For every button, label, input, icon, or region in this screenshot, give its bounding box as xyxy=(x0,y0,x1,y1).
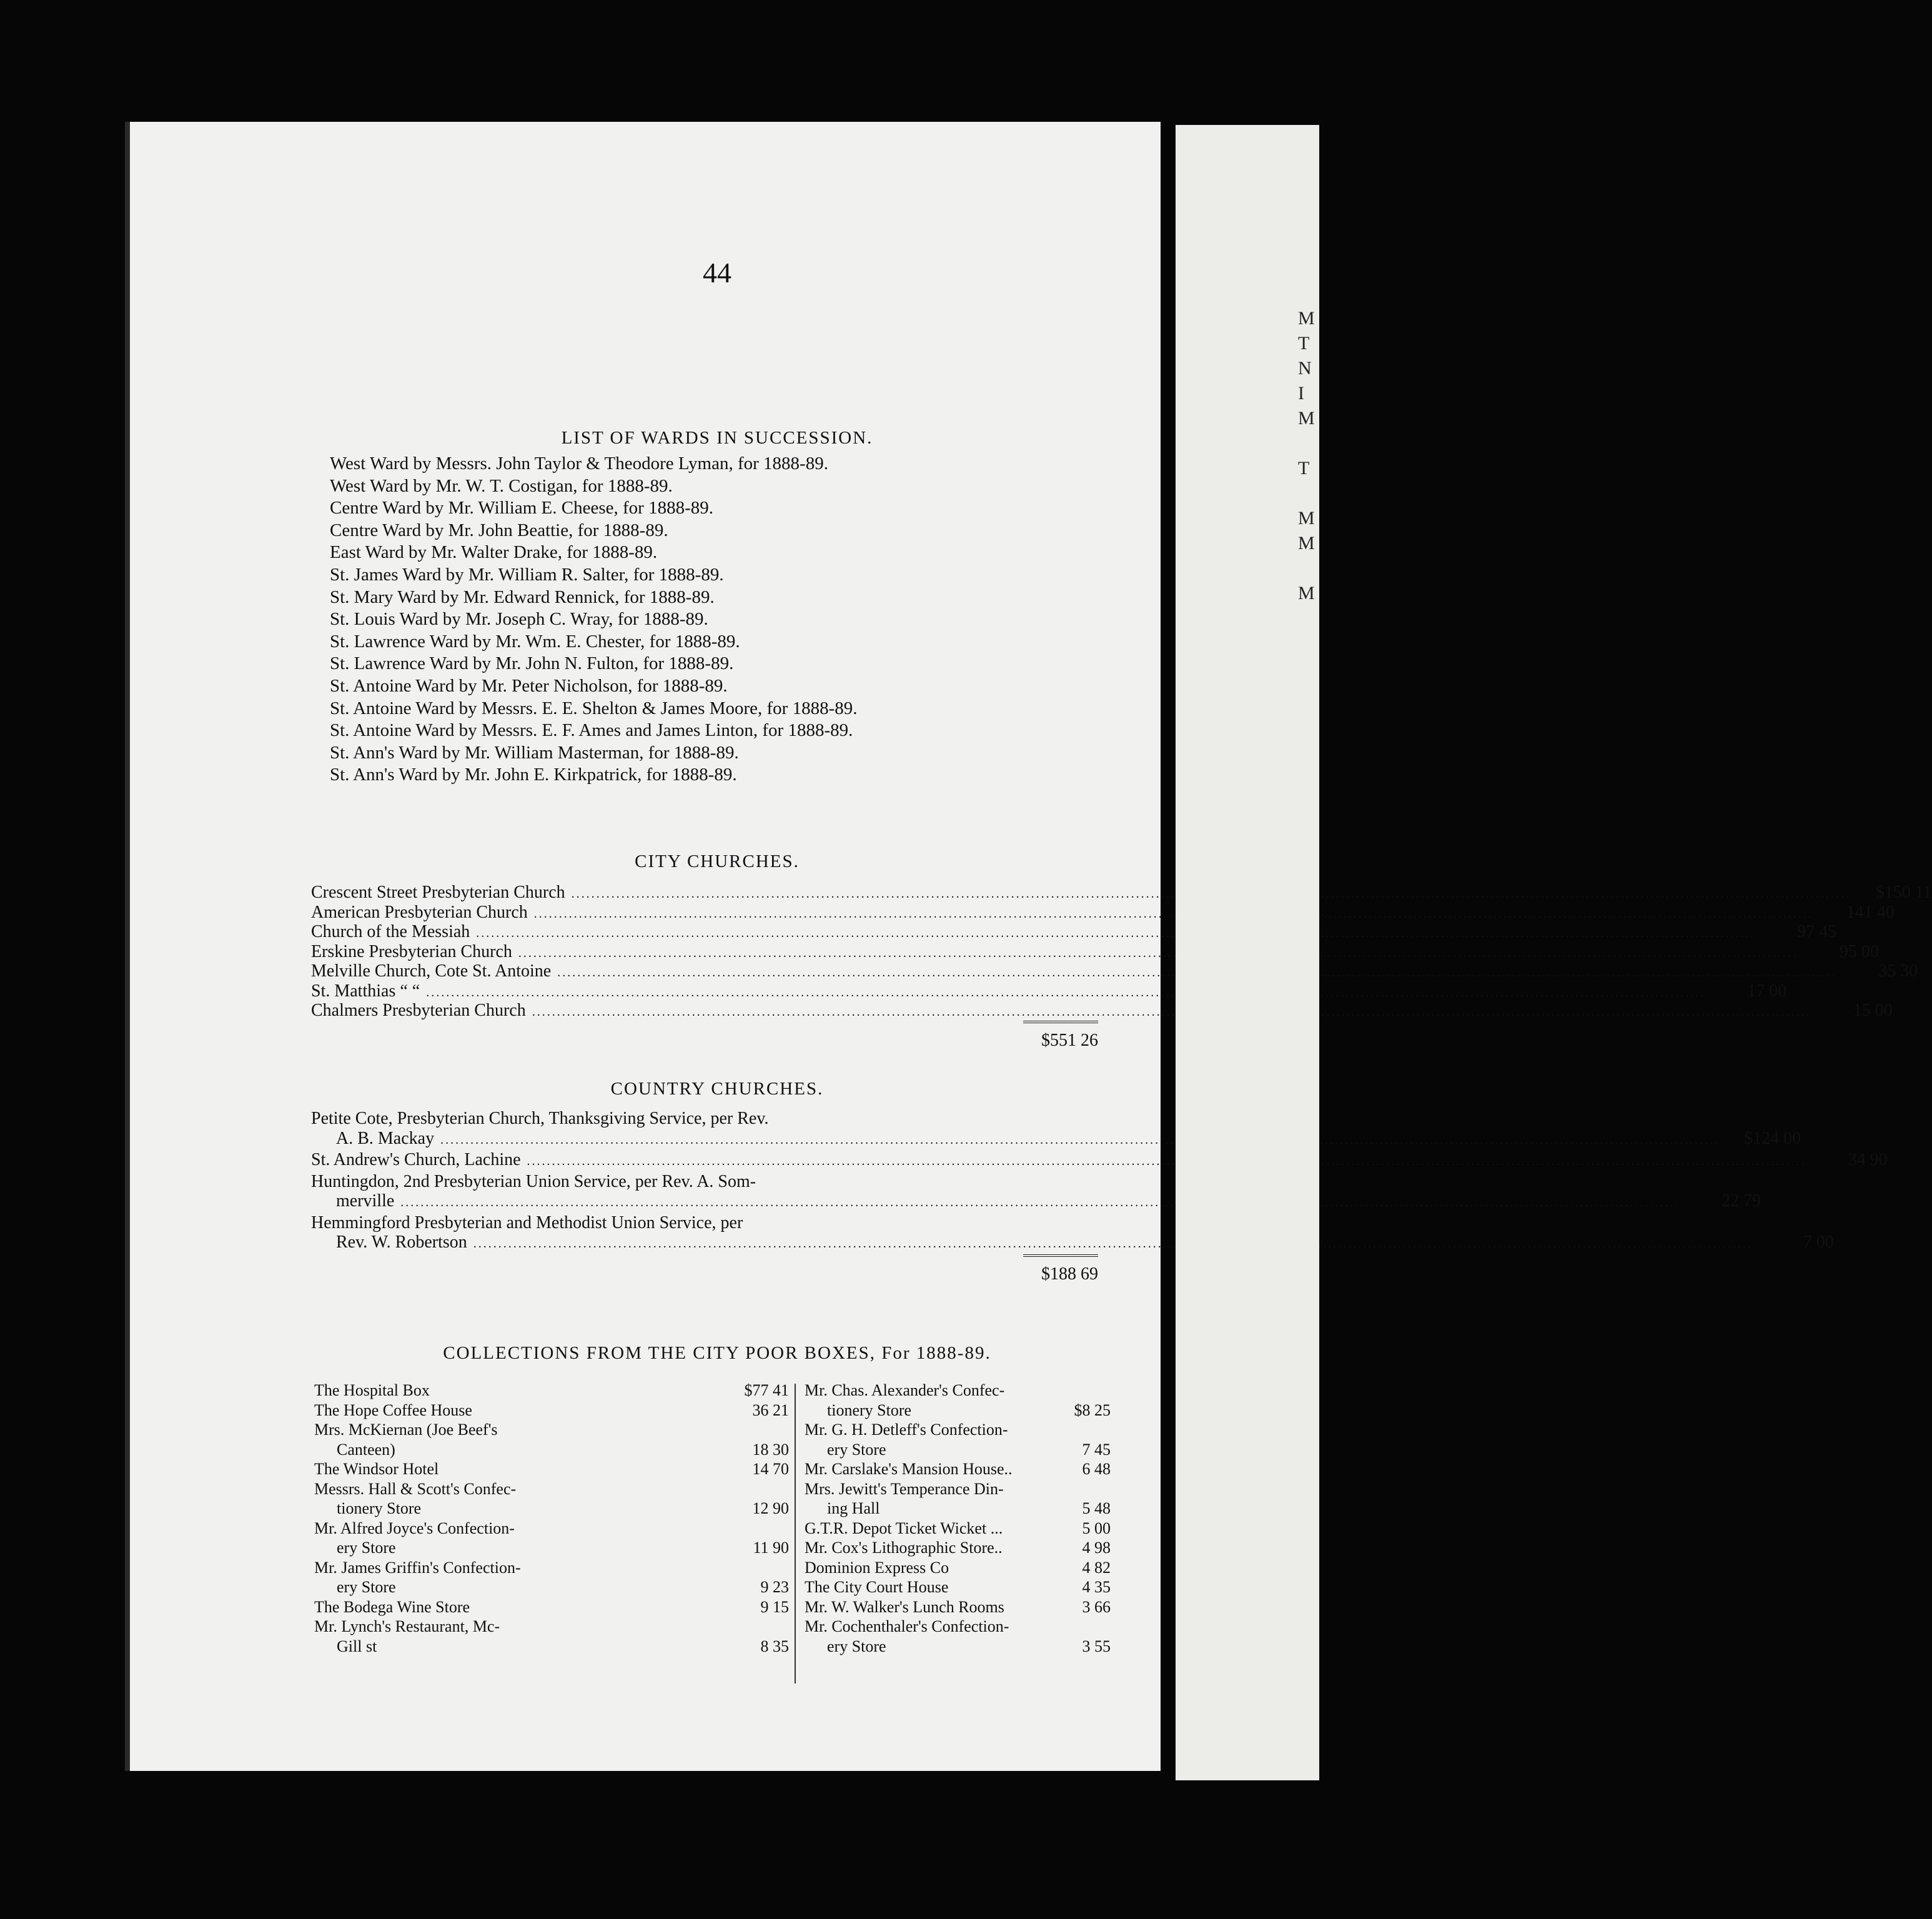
ward-entry: St. Antoine Ward by Messrs. E. F. Ames and James Linton, for 1888-89. xyxy=(330,720,853,741)
wards-title: LIST OF WARDS IN SUCCESSION. xyxy=(561,428,873,448)
ward-list xyxy=(330,453,858,786)
poor-box-line: ery Store xyxy=(827,1440,886,1459)
poor-box-text xyxy=(805,1420,1054,1459)
poor-box-line: Mr. Alfred Joyce's Confection- xyxy=(314,1519,515,1537)
poor-box-text xyxy=(805,1519,1054,1539)
amount: 35 30 xyxy=(1878,961,1918,981)
amount: 9 23 xyxy=(760,1578,789,1596)
country-total: $188 69 xyxy=(1041,1264,1098,1284)
ledger-row xyxy=(311,902,1895,923)
edge-letter: M xyxy=(1298,308,1315,329)
poor-box-line: Mrs. McKiernan (Joe Beef's xyxy=(314,1421,498,1439)
poor-box-entry xyxy=(805,1597,1111,1617)
poor-box-text xyxy=(314,1401,733,1421)
facing-page-letters xyxy=(1298,306,1315,606)
total-rule xyxy=(1023,1021,1098,1026)
church-name: Erskine Presbyterian Church xyxy=(311,941,512,961)
poor-box-entry xyxy=(314,1381,789,1401)
poor-box-line: ing Hall xyxy=(827,1499,880,1517)
church-name: St. Andrew's Church, Lachine xyxy=(311,1150,521,1169)
amount: 5 48 xyxy=(1082,1499,1111,1517)
leader-dots xyxy=(473,1234,1753,1254)
leader-dots xyxy=(400,1193,1680,1213)
church-name: Church of the Messiah xyxy=(311,922,470,941)
edge-letter: I xyxy=(1298,383,1304,404)
edge-letter: M xyxy=(1298,533,1315,553)
poor-box-entry xyxy=(805,1459,1111,1479)
amount: 4 98 xyxy=(1082,1539,1111,1557)
ward-entry: East Ward by Mr. Walter Drake, for 1888-89. xyxy=(330,542,658,563)
poor-boxes-right-column xyxy=(805,1381,1111,1656)
amount: 9 15 xyxy=(760,1597,789,1616)
ledger-row xyxy=(311,961,1918,981)
ledger-row xyxy=(311,941,1879,962)
country-churches-title: COUNTRY CHURCHES. xyxy=(610,1079,824,1099)
amount: 6 48 xyxy=(1082,1460,1111,1478)
poor-box-text xyxy=(805,1479,1054,1519)
ledger-row xyxy=(311,981,1787,1001)
poor-box-entry xyxy=(805,1479,1111,1519)
ward-entry: St. Ann's Ward by Mr. John E. Kirkpatrick, for 1888-89. xyxy=(330,765,737,785)
poor-box-text xyxy=(314,1617,733,1656)
poor-box-entry xyxy=(805,1577,1111,1597)
poor-box-text xyxy=(314,1381,733,1401)
poor-box-text xyxy=(314,1519,733,1558)
church-name: Rev. W. Robertson xyxy=(336,1232,467,1252)
amount: $77 41 xyxy=(744,1381,789,1399)
poor-box-entry xyxy=(805,1381,1111,1420)
poor-box-entry xyxy=(314,1420,789,1459)
amount: 3 55 xyxy=(1082,1637,1111,1655)
entry-line: Petite Cote, Presbyterian Church, Thanksgiving Service, per Rev. xyxy=(311,1109,769,1128)
poor-box-line: Dominion Express Co xyxy=(805,1558,949,1577)
poor-box-line: Mr. Cochenthaler's Confection- xyxy=(805,1617,1009,1635)
poor-box-entry xyxy=(314,1459,789,1479)
amount: 8 35 xyxy=(760,1637,789,1655)
amount: $124 00 xyxy=(1744,1128,1801,1148)
poor-box-entry xyxy=(805,1519,1111,1539)
poor-box-line: Mr. G. H. Detleff's Confection- xyxy=(805,1421,1008,1439)
amount: 7 45 xyxy=(1082,1440,1111,1459)
edge-letter: M xyxy=(1298,583,1315,603)
amount: 36 21 xyxy=(752,1401,789,1419)
ward-entry: St. Mary Ward by Mr. Edward Rennick, for 1888-89. xyxy=(330,587,715,607)
ward-entry: St. Louis Ward by Mr. Joseph C. Wray, for 1888-89. xyxy=(330,609,708,630)
amount: 11 90 xyxy=(753,1539,789,1557)
amount: 14 70 xyxy=(752,1460,789,1478)
total-rule xyxy=(1023,1254,1098,1259)
poor-box-line: The Hope Coffee House xyxy=(314,1401,472,1419)
poor-box-text xyxy=(805,1381,1054,1420)
amount: 34 90 xyxy=(1848,1150,1888,1169)
ward-entry: Centre Ward by Mr. John Beattie, for 1888-89. xyxy=(330,520,668,540)
poor-box-line: G.T.R. Depot Ticket Wicket ... xyxy=(805,1519,1003,1537)
poor-box-line: Mr. Cox's Lithographic Store.. xyxy=(805,1539,1003,1557)
amount: $150 11 xyxy=(1875,883,1932,902)
poor-box-line: ery Store xyxy=(337,1539,396,1557)
ledger-row xyxy=(311,883,1932,903)
poor-box-text xyxy=(805,1617,1054,1656)
poor-box-line: Mr. James Griffin's Confection- xyxy=(314,1558,521,1577)
ward-entry: St. Ann's Ward by Mr. William Masterman, for 1888-89. xyxy=(330,742,739,763)
poor-box-line: ery Store xyxy=(827,1637,886,1655)
amount: 3 66 xyxy=(1082,1597,1111,1616)
leader-dots xyxy=(532,1005,1811,1019)
edge-letter: T xyxy=(1298,458,1310,479)
ward-entry: West Ward by Mr. W. T. Costigan, for 1888-89. xyxy=(330,475,673,496)
church-name: merville xyxy=(336,1191,395,1211)
entry-line: Hemmingford Presbyterian and Methodist Union Service, per xyxy=(311,1212,743,1232)
book-page xyxy=(125,122,1932,1771)
poor-box-entry xyxy=(314,1558,789,1597)
poor-box-entry xyxy=(805,1617,1111,1656)
poor-box-text xyxy=(805,1577,1054,1597)
poor-box-line: The Bodega Wine Store xyxy=(314,1597,470,1616)
poor-box-entry xyxy=(314,1479,789,1519)
poor-box-line: Mr. Carslake's Mansion House.. xyxy=(805,1460,1013,1478)
ward-entry: West Ward by Messrs. John Taylor & Theodore Lyman, for 1888-89. xyxy=(330,454,828,474)
page-number: 44 xyxy=(703,257,731,289)
leader-dots xyxy=(426,986,1705,1000)
poor-box-text xyxy=(314,1479,733,1519)
leader-dots xyxy=(534,907,1813,921)
church-name: Chalmers Presbyterian Church xyxy=(311,1001,526,1020)
poor-box-line: tionery Store xyxy=(337,1499,422,1517)
church-name: St. Matthias “ “ xyxy=(311,981,420,1001)
amount: 97 45 xyxy=(1797,922,1837,941)
poor-box-text xyxy=(805,1538,1054,1558)
leader-dots xyxy=(518,946,1798,961)
amount: 17 00 xyxy=(1747,981,1787,1001)
poor-box-line: ery Store xyxy=(337,1578,396,1596)
poor-box-entry xyxy=(314,1401,789,1421)
poor-box-line: Gill st xyxy=(337,1637,377,1655)
amount: 95 00 xyxy=(1839,941,1879,961)
poor-box-entry xyxy=(314,1597,789,1617)
amount: 4 35 xyxy=(1082,1578,1111,1596)
ledger-row xyxy=(311,1128,1801,1151)
poor-box-line: Messrs. Hall & Scott's Confec- xyxy=(314,1479,517,1498)
ward-entry: Centre Ward by Mr. William E. Cheese, for 1888-89. xyxy=(330,498,713,518)
edge-letter xyxy=(1298,556,1315,581)
ledger-row xyxy=(311,1191,1761,1213)
poor-box-line: The Windsor Hotel xyxy=(314,1460,439,1478)
poor-box-entry xyxy=(805,1538,1111,1558)
amount: 4 82 xyxy=(1082,1558,1111,1577)
amount: 22 79 xyxy=(1721,1191,1761,1211)
amount: 141 40 xyxy=(1846,902,1895,922)
leader-dots xyxy=(440,1131,1720,1151)
ledger-row xyxy=(311,1232,1834,1254)
edge-letter: M xyxy=(1298,508,1315,528)
edge-letter xyxy=(1298,481,1315,506)
poor-box-entry xyxy=(314,1617,789,1656)
amount: $8 25 xyxy=(1074,1401,1111,1419)
amount: 18 30 xyxy=(752,1440,789,1459)
poor-box-line: tionery Store xyxy=(827,1401,912,1419)
ward-entry: St. Lawrence Ward by Mr. Wm. E. Chester, for 1888-89. xyxy=(330,631,740,652)
poor-box-line: Mr. Chas. Alexander's Confec- xyxy=(805,1381,1005,1399)
country-churches-ledger xyxy=(311,1109,1888,1284)
edge-letter xyxy=(1298,431,1315,456)
poor-box-text xyxy=(805,1597,1054,1617)
church-name: American Presbyterian Church xyxy=(311,902,528,922)
ward-entry: St. James Ward by Mr. William R. Salter, for 1888-89. xyxy=(330,564,724,585)
poor-box-line: The City Court House xyxy=(805,1578,949,1596)
amount: 7 00 xyxy=(1803,1232,1834,1252)
edge-letter: N xyxy=(1298,358,1312,379)
city-total: $551 26 xyxy=(1041,1030,1098,1050)
page-content xyxy=(130,122,1932,1771)
poor-box-line: Mr. Lynch's Restaurant, Mc- xyxy=(314,1617,500,1635)
poor-box-text xyxy=(805,1459,1054,1479)
poor-box-entry xyxy=(805,1420,1111,1459)
edge-letter: M xyxy=(1298,408,1315,429)
ward-entry: St. Antoine Ward by Messrs. E. E. Shelton & James Moore, for 1888-89. xyxy=(330,698,858,718)
edge-letter: T xyxy=(1298,333,1310,354)
entry-line: Huntingdon, 2nd Presbyterian Union Service, per Rev. A. Som- xyxy=(311,1171,756,1191)
poor-box-line: Mr. W. Walker's Lunch Rooms xyxy=(805,1597,1004,1616)
poor-box-entry xyxy=(314,1519,789,1558)
poor-box-line: The Hospital Box xyxy=(314,1381,430,1399)
poor-box-text xyxy=(805,1558,1054,1578)
church-name: A. B. Mackay xyxy=(336,1128,435,1148)
church-name: Crescent Street Presbyterian Church xyxy=(311,883,565,902)
poor-box-entry xyxy=(805,1558,1111,1578)
leader-dots xyxy=(527,1152,1806,1172)
ward-entry: St. Antoine Ward by Mr. Peter Nicholson, for 1888-89. xyxy=(330,675,728,696)
poor-box-text xyxy=(314,1558,733,1597)
poor-boxes-title: COLLECTIONS FROM THE CITY POOR BOXES, For 1888-89. xyxy=(443,1343,991,1363)
poor-box-line: Mrs. Jewitt's Temperance Din- xyxy=(805,1479,1004,1498)
ledger-row xyxy=(311,1150,1888,1172)
poor-box-line: Canteen) xyxy=(337,1440,395,1459)
ledger-row xyxy=(311,1001,1893,1021)
poor-box-text xyxy=(314,1597,733,1617)
ledger-row xyxy=(311,922,1837,942)
amount: 15 00 xyxy=(1853,1001,1893,1020)
ward-entry: St. Lawrence Ward by Mr. John N. Fulton, for 1888-89. xyxy=(330,653,734,674)
poor-box-text xyxy=(314,1459,733,1479)
poor-box-text xyxy=(314,1420,733,1459)
poor-boxes-left-column xyxy=(314,1381,789,1656)
city-churches-title: CITY CHURCHES. xyxy=(635,851,800,871)
column-divider xyxy=(795,1384,796,1683)
amount: 5 00 xyxy=(1082,1519,1111,1537)
leader-dots xyxy=(476,926,1755,941)
city-churches-ledger xyxy=(311,883,1932,1051)
church-name: Melville Church, Cote St. Antoine xyxy=(311,961,552,981)
amount: 12 90 xyxy=(752,1499,789,1517)
